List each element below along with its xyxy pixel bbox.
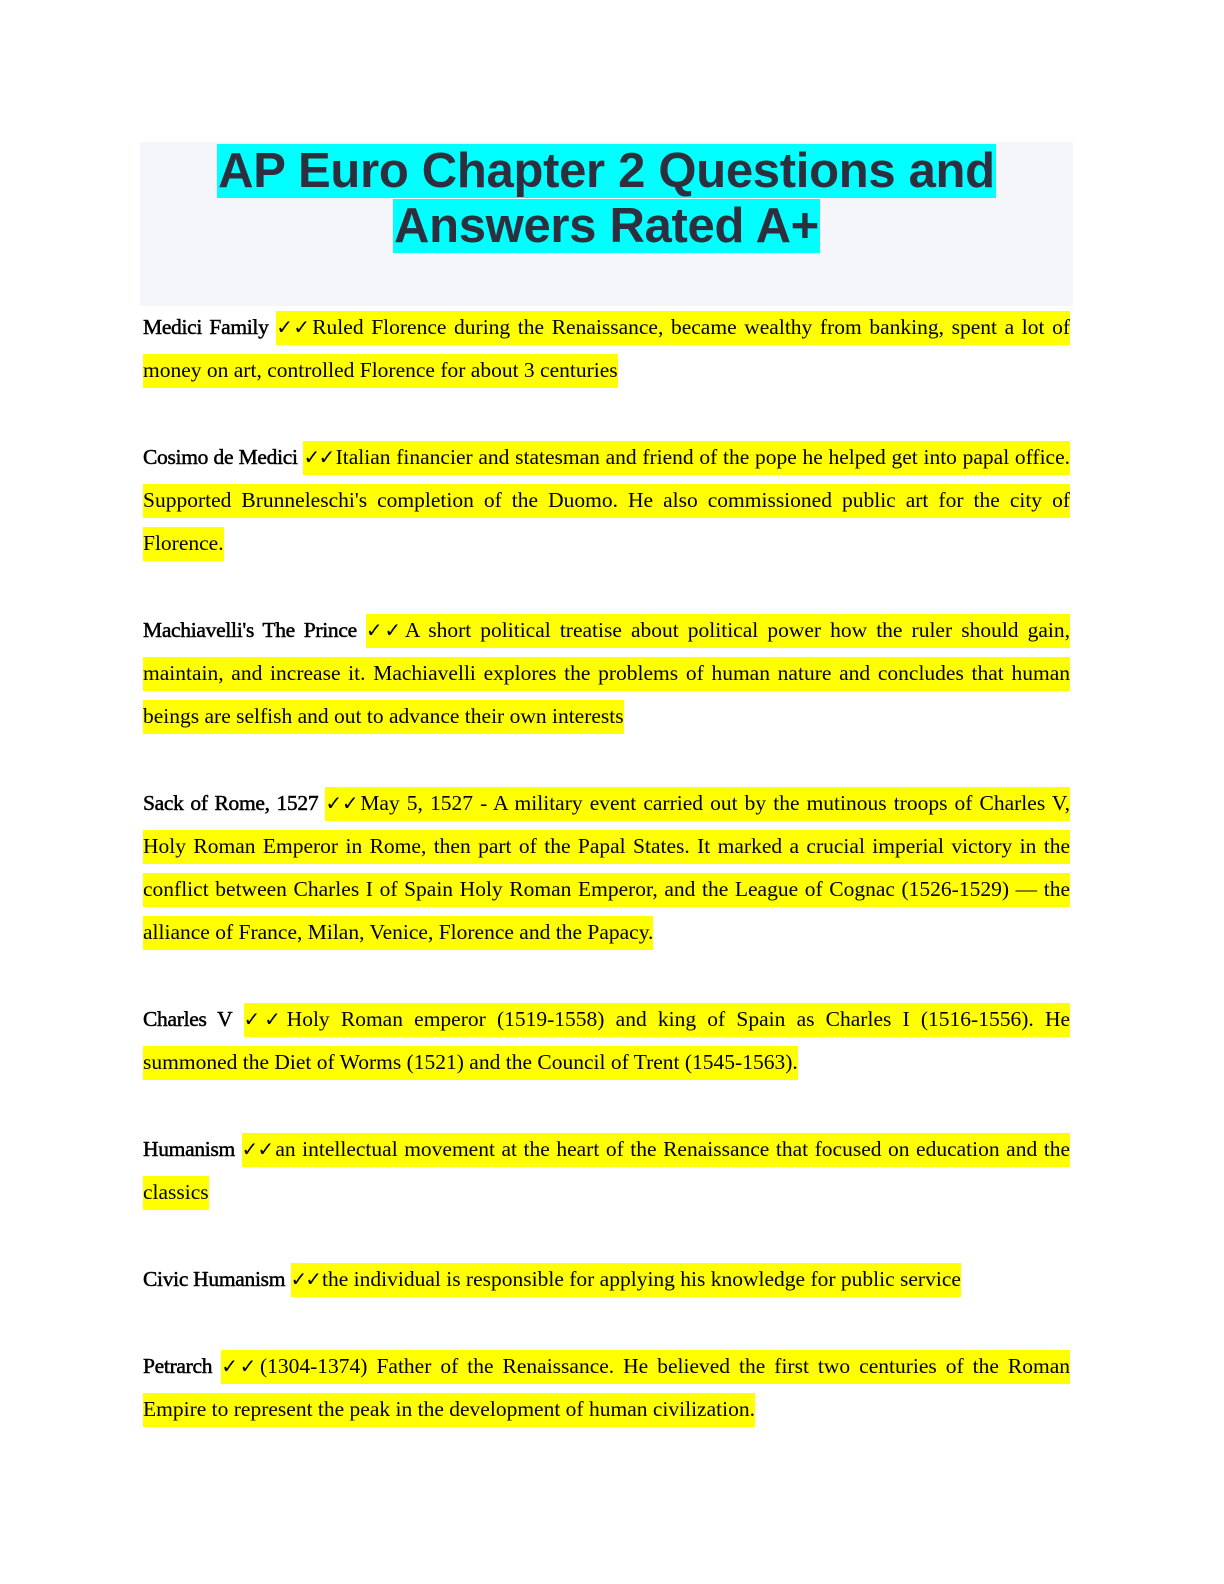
- qa-entry-cosimo-de-medici: [143, 436, 1070, 565]
- entry-term: Petrarch: [143, 1354, 213, 1378]
- entry-answer-text: Italian financier and statesman and friend of the pope he helped get into papal office. Supported Brunneleschi's completion of the Duomo. He also commissioned public art for the city of Florence.: [143, 445, 1071, 555]
- entry-answer-text: the individual is responsible for applying his knowledge for public service: [322, 1267, 961, 1291]
- qa-entry-civic-humanism: [143, 1258, 1070, 1301]
- title-line-1: AP Euro Chapter 2 Questions and: [218, 144, 995, 198]
- entry-answer-text: an intellectual movement at the heart of the Renaissance that focused on education and the classics: [143, 1137, 1070, 1204]
- entry-answer: [291, 1263, 961, 1297]
- qa-entry-charles-v: [143, 998, 1070, 1084]
- double-check-icon: ✓✓: [221, 1354, 258, 1378]
- entry-term: Civic Humanism: [143, 1267, 286, 1291]
- entry-term: Humanism: [143, 1137, 235, 1161]
- double-check-icon: ✓✓: [365, 618, 403, 642]
- qa-entry-humanism: [143, 1128, 1070, 1214]
- double-check-icon: ✓✓: [243, 1007, 285, 1031]
- double-check-icon: ✓✓: [276, 315, 311, 339]
- entry-term: Sack of Rome, 1527: [143, 791, 319, 815]
- double-check-icon: ✓✓: [303, 445, 334, 469]
- entry-answer: [143, 1350, 1070, 1427]
- entry-term: Machiavelli's The Prince: [143, 618, 357, 642]
- entry-answer: [143, 1003, 1070, 1080]
- entry-answer-text: (1304-1374) Father of the Renaissance. He believed the first two centuries of the Roman Empire to represent the peak in the development of human civilization.: [143, 1354, 1071, 1421]
- entry-term: Charles V: [143, 1007, 233, 1031]
- entry-answer: [143, 311, 1070, 388]
- qa-entry-the-prince: [143, 609, 1070, 738]
- double-check-icon: ✓✓: [325, 791, 359, 815]
- qa-entry-petrarch: [143, 1345, 1070, 1431]
- double-check-icon: ✓✓: [290, 1267, 321, 1291]
- entry-answer-text: A short political treatise about political power how the ruler should gain, maintain, and increase it. Machiavelli explores the problems of human nature and concludes that human beings are selfish and out to advance their own interests: [143, 618, 1070, 728]
- qa-entry-sack-of-rome: [143, 782, 1070, 954]
- double-check-icon: ✓✓: [241, 1137, 274, 1161]
- entry-answer: [143, 1133, 1070, 1210]
- entry-answer-text: Holy Roman emperor (1519-1558) and king of Spain as Charles I (1516-1556). He summoned the Diet of Worms (1521) and the Council of Trent (1545-1563).: [143, 1007, 1071, 1074]
- entry-term: Medici Family: [143, 315, 269, 339]
- qa-list: [143, 306, 1070, 1431]
- entry-term: Cosimo de Medici: [143, 445, 298, 469]
- qa-entry-medici-family: [143, 306, 1070, 392]
- title-line-2: Answers Rated A+: [393, 199, 819, 253]
- entry-answer-text: May 5, 1527 - A military event carried out by the mutinous troops of Charles V, Holy Roman Emperor in Rome, then part of the Papal States. It marked a crucial imperial victory in the conflict between Charles I of Spain Holy Roman Emperor, and the League of Cognac (1526-1529) — the alliance of France, Milan, Venice, Florence and the Papacy.: [143, 791, 1071, 944]
- page-title: [140, 144, 1073, 254]
- entry-answer-text: Ruled Florence during the Renaissance, became wealthy from banking, spent a lot of money on art, controlled Florence for about 3 centuries: [143, 315, 1071, 382]
